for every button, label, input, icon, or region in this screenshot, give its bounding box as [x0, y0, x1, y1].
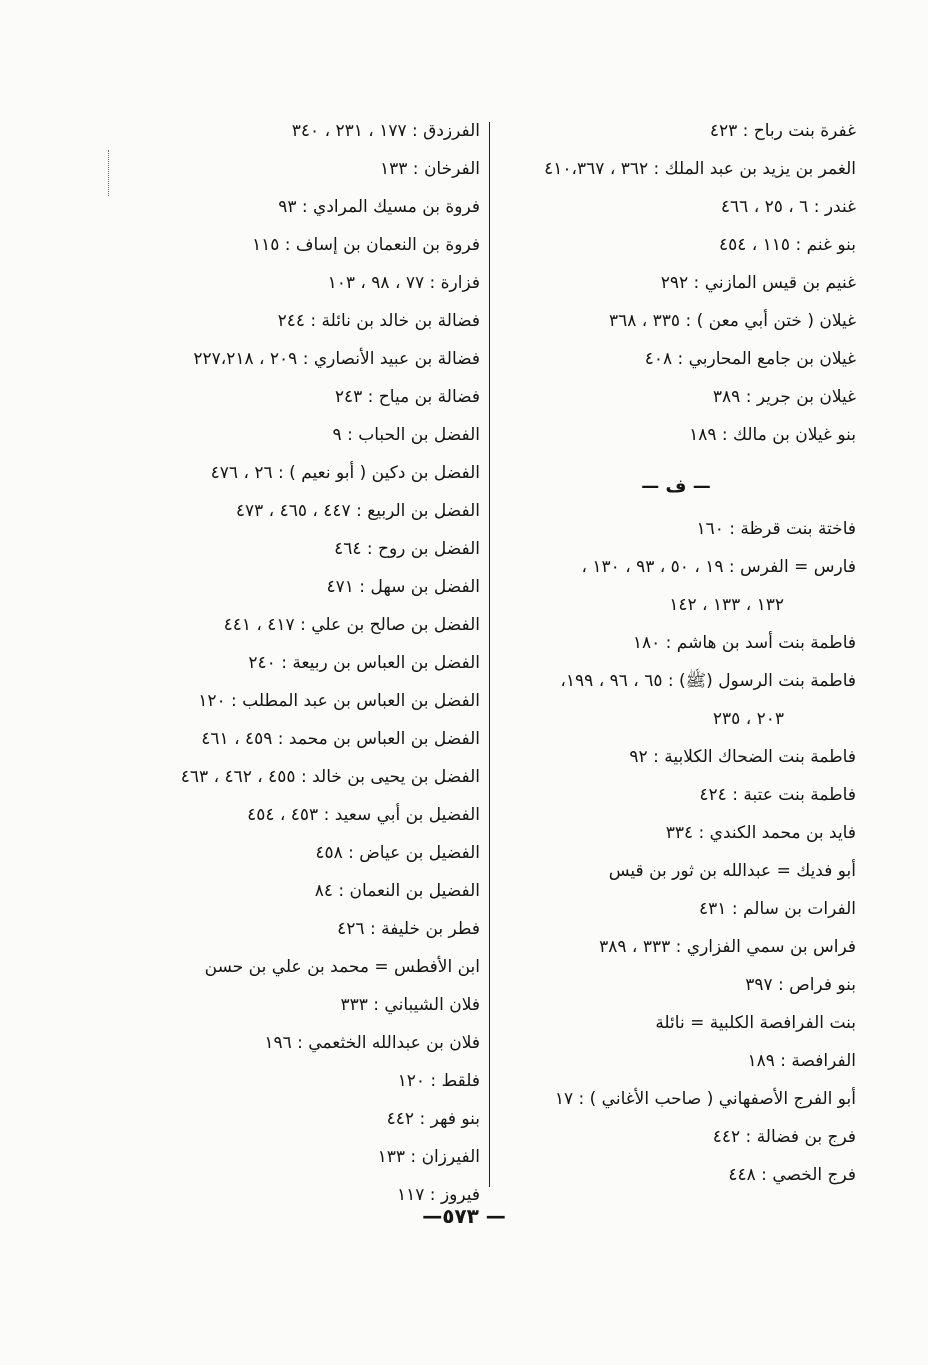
index-entry: الفضل بن يحيى بن خالد : ٤٥٥ ، ٤٦٢ ، ٤٦٣ [180, 767, 480, 787]
margin-mark [108, 150, 110, 196]
index-entry: فايد بن محمد الكندي : ٣٣٤ [665, 823, 856, 843]
index-entry: الفضل بن الربيع : ٤٤٧ ، ٤٦٥ ، ٤٧٣ [235, 501, 480, 521]
index-entry: الفضيل بن النعمان : ٨٤ [314, 881, 480, 901]
index-entry: بنو فراص : ٣٩٧ [745, 975, 856, 995]
index-entry: فضالة بن خالد بن نائلة : ٢٤٤ [277, 311, 480, 331]
index-entry: غيلان بن جامع المحاربي : ٤٠٨ [644, 349, 856, 369]
index-entry: بنو غيلان بن مالك : ١٨٩ [689, 425, 856, 445]
index-entry: الفضل بن الحباب : ٩ [332, 425, 480, 445]
index-entry: الفضيل بن أبي سعيد : ٤٥٣ ، ٤٥٤ [247, 805, 480, 825]
index-entry-continuation: ٢٠٣ ، ٢٣٥ [712, 709, 784, 729]
left-column [120, 112, 480, 1214]
index-entry: بنو غنم : ١١٥ ، ٤٥٤ [718, 235, 856, 255]
index-entry: الفرزدق : ١٧٧ ، ٢٣١ ، ٣٤٠ [291, 121, 480, 141]
index-entry: الفضل بن روح : ٤٦٤ [334, 539, 480, 559]
index-entry: أبو فديك = عبدالله بن ثور بن قيس [608, 861, 856, 881]
right-entry-list [506, 112, 856, 454]
index-entry: فرج الخصي : ٤٤٨ [728, 1165, 856, 1185]
index-entry: الفضل بن صالح بن علي : ٤١٧ ، ٤٤١ [223, 615, 480, 635]
index-entry: غفرة بنت رباح : ٤٢٣ [709, 121, 856, 141]
index-entry: الفرات بن سالم : ٤٣١ [699, 899, 856, 919]
index-entry: غيلان ( ختن أبي معن ) : ٣٣٥ ، ٣٦٨ [608, 311, 856, 331]
index-entry-continuation: ١٣٢ ، ١٣٣ ، ١٤٢ [669, 595, 784, 615]
index-entry: بنو فهر : ٤٤٢ [386, 1109, 480, 1129]
page-number: — ٥٧٣— [422, 1204, 506, 1228]
index-entry: الفرخان : ١٣٣ [380, 159, 480, 179]
index-entry: الفضل بن دكين ( أبو نعيم ) : ٢٦ ، ٤٧٦ [210, 463, 480, 483]
index-entry: الفضل بن العباس بن ربيعة : ٢٤٠ [248, 653, 480, 673]
index-entry: بنت الفرافصة الكلبية = نائلة [655, 1013, 856, 1033]
index-entry: فلقط : ١٢٠ [397, 1071, 480, 1091]
column-divider [489, 122, 490, 1187]
index-entry: فاختة بنت قرظة : ١٦٠ [696, 519, 856, 539]
index-entry: الفضل بن العباس بن عبد المطلب : ١٢٠ [198, 691, 480, 711]
index-entry: الفرافصة : ١٨٩ [747, 1051, 856, 1071]
right-column [506, 112, 856, 1194]
index-entry: فطر بن خليفة : ٤٢٦ [337, 919, 480, 939]
index-entry: فروة بن مسيك المرادي : ٩٣ [278, 197, 480, 217]
index-entry: الغمر بن يزيد بن عبد الملك : ٣٦٢ ، ٤١٠،٣٦٧ [544, 159, 856, 179]
index-entry: فاطمة بنت الضحاك الكلابية : ٩٢ [629, 747, 856, 767]
index-entry: فلان الشيباني : ٣٣٣ [340, 995, 480, 1015]
index-entry: فضالة بن عبيد الأنصاري : ٢٠٩ ، ٢٢٧،٢١٨ [193, 349, 480, 369]
index-entry: الفضل بن سهل : ٤٧١ [326, 577, 480, 597]
index-entry: غندر : ٦ ، ٢٥ ، ٤٦٦ [720, 197, 856, 217]
index-entry: غيلان بن جرير : ٣٨٩ [712, 387, 856, 407]
index-entry: فرج بن فضالة : ٤٤٢ [712, 1127, 856, 1147]
index-entry: الفضل بن العباس بن محمد : ٤٥٩ ، ٤٦١ [201, 729, 480, 749]
index-entry: فارس = الفرس : ١٩ ، ٥٠ ، ٩٣ ، ١٣٠ ، [581, 557, 856, 577]
index-entry: فروة بن النعمان بن إساف : ١١٥ [251, 235, 480, 255]
index-entry: فاطمة بنت أسد بن هاشم : ١٨٠ [632, 633, 856, 653]
fa-entry-list [506, 510, 856, 1194]
section-heading-fa: — ف — [641, 476, 711, 497]
index-entry: الفضيل بن عياض : ٤٥٨ [315, 843, 480, 863]
index-entry: أبو الفرج الأصفهاني ( صاحب الأغاني ) : ١٧ [554, 1089, 856, 1109]
index-entry: غنيم بن قيس المازني : ٢٩٢ [660, 273, 856, 293]
index-entry: ابن الأفطس = محمد بن علي بن حسن [204, 957, 480, 977]
left-entry-list [120, 112, 480, 1214]
index-entry: فاطمة بنت عتبة : ٤٢٤ [699, 785, 856, 805]
index-entry: فزارة : ٧٧ ، ٩٨ ، ١٠٣ [327, 273, 480, 293]
index-entry: فضالة بن مياح : ٢٤٣ [334, 387, 480, 407]
index-entry: فيروز : ١١٧ [397, 1185, 480, 1205]
index-entry: فراس بن سمي الفزاري : ٣٣٣ ، ٣٨٩ [599, 937, 856, 957]
index-entry: فاطمة بنت الرسول (ﷺ) : ٦٥ ، ٩٦ ، ١٩٩، [560, 671, 856, 691]
index-entry: فلان بن عبدالله الخثعمي : ١٩٦ [264, 1033, 480, 1053]
index-entry: الفيرزان : ١٣٣ [377, 1147, 480, 1167]
